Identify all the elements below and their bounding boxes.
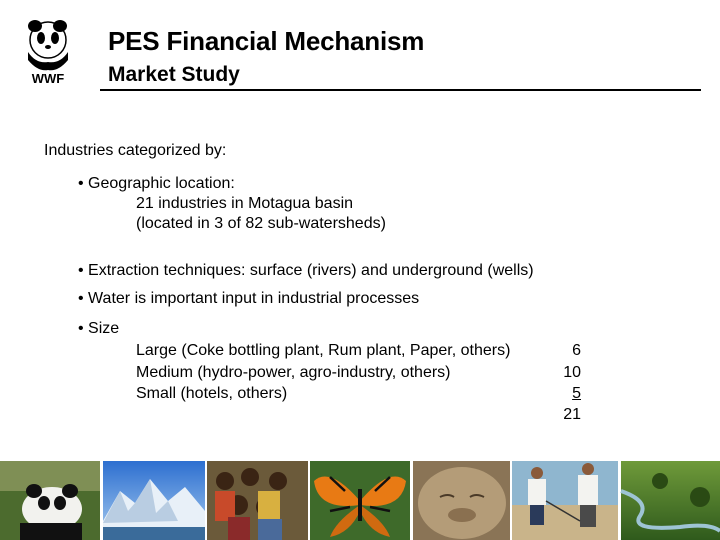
size-row-label: Small (hotels, others) — [136, 385, 288, 402]
size-row-value: 5 — [572, 385, 581, 402]
size-row-label: Medium (hydro-power, agro-industry, others) — [136, 364, 451, 381]
wetland-photo — [621, 461, 720, 540]
fishermen-photo — [512, 461, 618, 540]
geographic-line-2: (located in 3 of 82 sub-watersheds) — [136, 215, 386, 232]
wwf-logo — [22, 16, 74, 86]
slide-title: PES Financial Mechanism — [108, 26, 425, 56]
bullet-extraction: • Extraction techniques: surface (rivers) and underground (wells) — [78, 262, 534, 279]
size-row-value: 10 — [563, 364, 581, 381]
panda-photo — [0, 461, 100, 540]
panda-logo-icon — [22, 16, 74, 86]
size-row-label: Large (Coke bottling plant, Rum plant, Paper, others) — [136, 342, 511, 359]
bullet-water: • Water is important input in industrial processes — [78, 290, 420, 307]
geographic-line-1: 21 industries in Motagua basin — [136, 195, 354, 212]
photo-strip — [0, 461, 720, 540]
bullet-size: • Size — [78, 320, 120, 337]
size-row-value: 6 — [572, 342, 581, 359]
glacier-photo — [103, 461, 205, 540]
slide-subtitle: Market Study — [108, 63, 240, 86]
content-heading: Industries categorized by: — [44, 142, 227, 159]
butterfly-photo — [310, 461, 410, 540]
seal-photo — [413, 461, 510, 540]
children-photo — [207, 461, 308, 540]
title-divider — [100, 89, 701, 91]
logo-text: WWF — [31, 71, 65, 86]
size-total: 21 — [563, 406, 581, 423]
bullet-geographic: • Geographic location: — [78, 175, 235, 192]
